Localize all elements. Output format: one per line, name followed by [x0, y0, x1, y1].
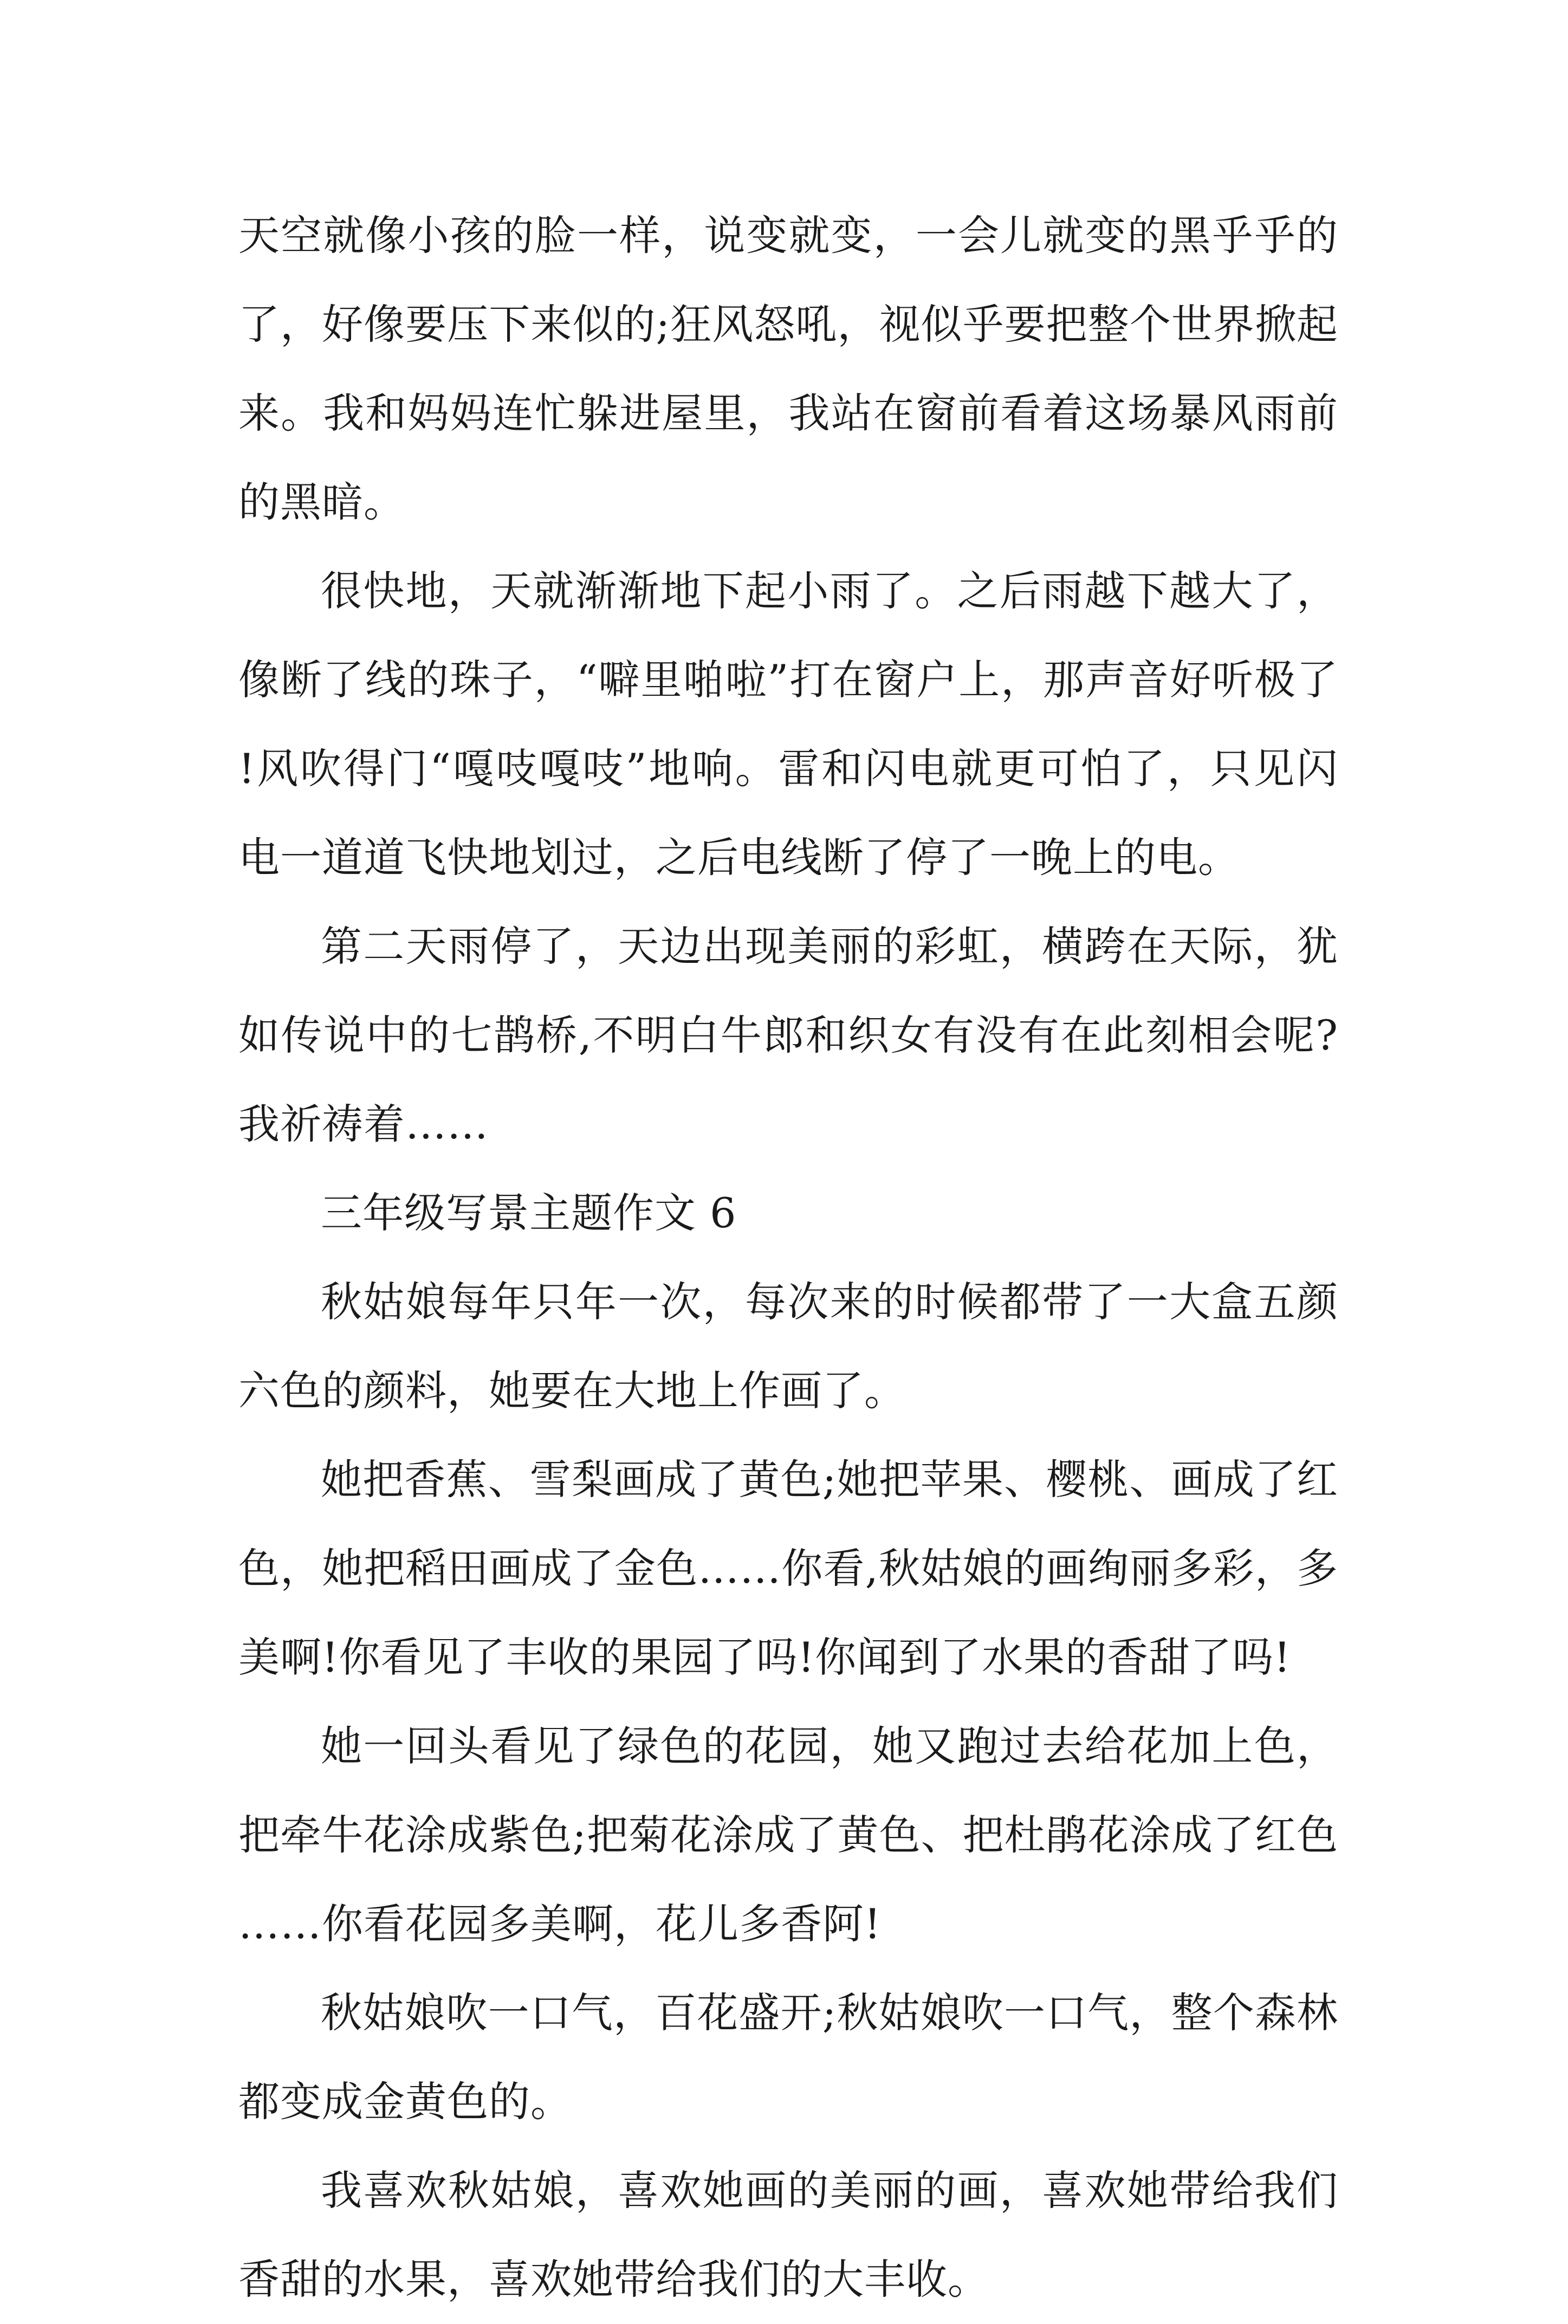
paragraph-autumn-forest: 秋姑娘吹一口气，百花盛开;秋姑娘吹一口气，整个森林都变成金黄色的。 — [238, 1989, 1338, 2126]
paragraph-rainbow: 第二天雨停了，天边出现美丽的彩虹，横跨在天际，犹如传说中的七鹊桥,不明白牛郎和织女有没有在此刻相会呢?我祈祷着…… — [238, 922, 1338, 1148]
essay-title: 三年级写景主题作文 6 — [321, 1189, 737, 1237]
paragraph-autumn-fruits: 她把香蕉、雪梨画成了黄色;她把苹果、樱桃、画成了红色，她把稻田画成了金色……你看,秋姑娘的画绚丽多彩，多美啊!你看见了丰收的果园了吗!你闻到了水果的香甜了吗! — [238, 1455, 1338, 1681]
paragraph-autumn-garden: 她一回头看见了绿色的花园，她又跑过去给花加上色，把牵牛花涂成紫色;把菊花涂成了黄色、把杜鹃花涂成了红色……你看花园多美啊，花儿多香阿! — [238, 1722, 1338, 1948]
paragraph-rain: 很快地，天就渐渐地下起小雨了。之后雨越下越大了，像断了线的珠子，“噼里啪啦”打在窗户上，那声音好听极了!风吹得门“嘎吱嘎吱”地响。雷和闪电就更可怕了，只见闪电一道道飞快地划过，之后电线断了停了一晚上的电。 — [238, 567, 1338, 882]
paragraph-autumn-conclusion: 我喜欢秋姑娘，喜欢她画的美丽的画，喜欢她带给我们香甜的水果，喜欢她带给我们的大丰收。 — [238, 2166, 1338, 2303]
paragraph-autumn-intro: 秋姑娘每年只年一次，每次来的时候都带了一大盒五颜六色的颜料，她要在大地上作画了。 — [238, 1278, 1338, 1415]
paragraph-storm-darkness: 天空就像小孩的脸一样，说变就变，一会儿就变的黑乎乎的了，好像要压下来似的;狂风怒吼，视似乎要把整个世界掀起来。我和妈妈连忙躲进屋里，我站在窗前看着这场暴风雨前的黑暗。 — [238, 211, 1338, 526]
document-body — [238, 191, 1338, 2324]
